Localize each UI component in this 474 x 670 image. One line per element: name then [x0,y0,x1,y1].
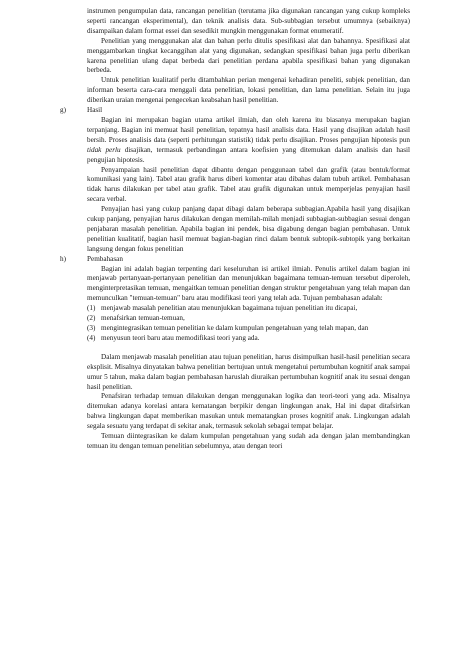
pembahasan-paragraph-4: Temuan diintegrasikan ke dalam kumpulan pengetahuan yang sudah ada dengan jalan membandingkan temuan itu dengan temuan penelitian sebelumnya, atau dengan teori [87,432,410,450]
paragraph-gap [87,344,410,353]
list-item [87,324,410,334]
list-item-number: (3) [87,324,96,332]
list-item-text: menyusun teori baru atau memodifikasi teori yang ada. [101,333,260,342]
hasil-paragraph-2: Penyampaian hasil penelitian dapat dibantu dengan penggunaan tabel dan grafik (atau bentuk/format komunikasi yang lain). Tabel atau grafik harus diberi komentar atau dibahas dalam tubuh artikel. Pembahasan tidak harus dilakukan per tabel atau grafik. Tabel atau grafik digunakan untuk memperjelas penyajian hasil secara verbal. [87,165,410,204]
emphasis-text: tidak perlu [87,145,121,154]
section-hasil [60,106,410,116]
intro-paragraph-1: instrumen pengumpulan data, rancangan penelitian (terutama jika digunakan rancangan yang cukup kompleks seperti rancangan eksperimental), dan teknik analisis data. Sub-subbagian tersebut umumnya (sebaiknya) disampaikan dalam format essei dan sesedikit mungkin menggunakan format enumeratif. [87,7,410,35]
document-body [60,7,410,452]
intro-paragraph-3: Untuk penelitian kualitatif perlu ditambahkan perian mengenai kehadiran peneliti, subjek penelitian, dan informan beserta cara-cara menggali data penelitian, lokasi penelitian, dan lama penelitian. Selain itu juga diberikan uraian mengenai pengecekan keabsahan hasil penelitian. [87,76,410,105]
list-item-text: mengintegrasikan temuan penelitian ke dalam kumpulan pengetahuan yang telah mapan, dan [101,324,369,332]
section-pembahasan-heading: Pembahasan [87,254,123,263]
list-item-text: menjawab masalah penelitian atau menunjukkan bagaimana tujuan penelitian itu dicapai, [101,304,358,313]
hasil-paragraph-1: Bagian ini merupakan bagian utama artikel ilmiah, dan oleh karena itu biasanya merupakan bagian terpanjang. Bagian ini memuat hasil penelitian, tepatnya hasil analisis data. Hasil yang disajikan adalah hasil bersih. Proses analisis data (seperti perhitungan statistik) tidak perlu disajikan. Proses pengujian hipotesis pun tidak perlu disajikan, termasuk perbandingan antara koefisien yang ditemukan dalam analisis dan hasil pengujian hipotesis. [87,115,410,164]
list-item-number: (1) [87,304,96,313]
section-hasil-marker: g) [60,106,66,115]
list-item [87,304,410,314]
list-item [87,334,410,344]
pembahasan-paragraph-2: Dalam menjawab masalah penelitian atau tujuan penelitian, harus disimpulkan hasil-hasil penelitian secara eksplisit. Misalnya dinyatakan bahwa penelitian bertujuan untuk mengetahui pertumbuhan kognitif anak sampai umur 5 tahun, maka dalam bagian pembahasan haruslah diuraikan pertumbuhan kognitif anak itu sesuai dengan hasil penelitian. [87,352,410,391]
section-pembahasan [60,254,410,265]
list-item [87,314,410,324]
hasil-paragraph-3: Penyajian hasi yang cukup panjang dapat dibagi dalam beberapa subbagian.Apabila hasil yang disajikan cukup panjang, penyajian harus dilakukan dengan memilah-milah menjadi subbagian-subbagian sesuai dengan penjabaran masalah penelitian. Apabila bagian ini pendek, bisa digabung dengan bagian pembahasan. Untuk penelitian kualitatif, bagian hasil memuat bagian-bagian rinci dalam bentuk subtopik-subtopik yang berkaitan langsung dengan fokus penelitian [87,205,410,253]
list-item-text: menafsirkan temuan-temuan, [101,314,185,323]
list-item-number: (2) [87,314,96,323]
tujuan-list [87,304,410,344]
pembahasan-paragraph-3: Penafsiran terhadap temuan dilakukan dengan menggunakan logika dan teori-teori yang ada. Misalnya ditemukan adanya korelasi antara kematangan berpikir dengan lingkungan anak, Hal ini dapat ditafsirkan bahwa lingkungan dapat memberikan masukan untuk mematangkan proses kognitif anak. Lingkungan adalah segala sesuatu yang terdapat di sekitar anak, termasuk sekolah sebagai tempat belajar. [87,392,410,431]
section-hasil-heading: Hasil [87,106,103,115]
pembahasan-paragraph-1: Bagian ini adalah bagian terpenting dari keseluruhan isi artikel ilmiah. Penulis artikel dalam bagian ini menjawab pertanyaan-pertanyaan penelitian dan menunjukkan bagaimana temuan-temuan tersebut diperoleh, menginterpretasikan temuan, mengaitkan temuan penelitian dengan struktur pengetahuan yang telah mapan dan memunculkan "temuan-temuan" baru atau modifikasi teori yang telah ada. Tujuan pembahasan adalah: [87,264,410,303]
intro-paragraph-2: Penelitian yang menggunakan alat dan bahan perlu ditulis spesifikasi alat dan bahannya. Spesifikasi alat menggambarkan tingkat kecanggihan alat yang digunakan, sedangkan spesifikasi bahan juga perlu diberikan karena penelitian ulang dapat berbeda dari penelitian perdana apabila spesifikasi bahan yang digunakan berbeda. [87,36,410,75]
section-pembahasan-marker: h) [60,254,66,263]
list-item-number: (4) [87,333,96,342]
